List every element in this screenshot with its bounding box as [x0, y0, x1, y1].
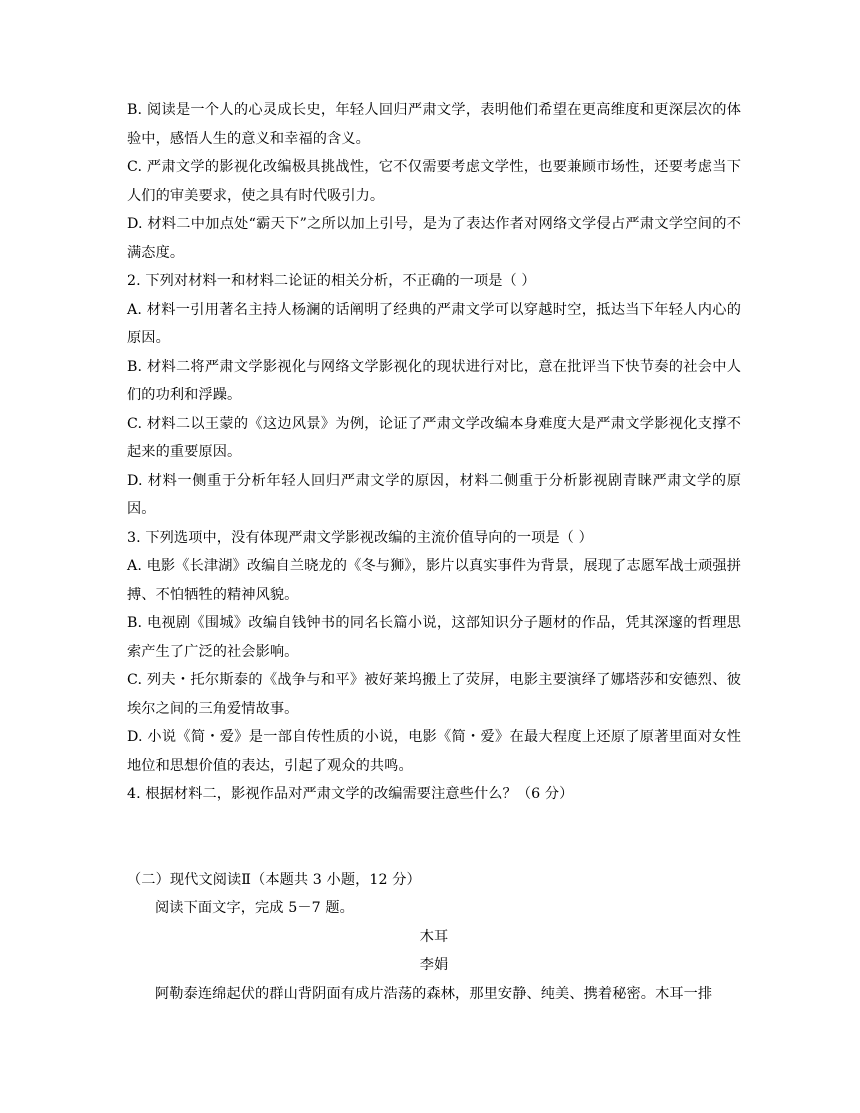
passage-title: 木耳 — [419, 928, 449, 945]
q4-stem: 4. 根据材料二，影视作品对严肃文学的改编需要注意些什么？（6 分） — [127, 786, 574, 802]
q3-option-c: C. 列夫・托尔斯泰的《战争与和平》被好莱坞搬上了荧屏，电影主要演绎了娜塔莎和安德烈、彼埃尔之间的三角爱情故事。 — [127, 672, 741, 717]
q1-option-c: C. 严肃文学的影视化改编极具挑战性，它不仅需要考虑文学性，也要兼顾市场性，还要考虑当下人们的审美要求，使之具有时代吸引力。 — [127, 159, 741, 204]
q3-option-b: B. 电视剧《围城》改编自钱钟书的同名长篇小说，这部知识分子题材的作品，凭其深邃的哲理思索产生了广泛的社会影响。 — [127, 615, 741, 660]
q2-option-b: B. 材料二将严肃文学影视化与网络文学影视化的现状进行对比，意在批评当下快节奏的社会中人们的功利和浮躁。 — [127, 358, 741, 403]
q1-option-b: B. 阅读是一个人的心灵成长史，年轻人回归严肃文学，表明他们希望在更高维度和更深层次的体验中，感悟人生的意义和幸福的含义。 — [127, 102, 741, 147]
section2-instruction: 阅读下面文字，完成 5－7 题。 — [155, 900, 354, 916]
q2-stem: 2. 下列对材料一和材料二论证的相关分析，不正确的一项是（ ） — [127, 273, 536, 289]
passage-first-paragraph: 阿勒泰连绵起伏的群山背阴面有成片浩荡的森林，那里安静、纯美、携着秘密。木耳一排 — [155, 985, 713, 1002]
page-content — [127, 96, 741, 1008]
q3-option-a: A. 电影《长津湖》改编自兰晓龙的《冬与狮》，影片以真实事件为背景，展现了志愿军战士顽强拼搏、不怕牺牲的精神风貌。 — [127, 558, 741, 603]
q3-stem: 3. 下列选项中，没有体现严肃文学影视改编的主流价值导向的一项是（ ） — [127, 529, 593, 546]
section2-heading: （二）现代文阅读Ⅱ（本题共 3 小题，12 分） — [127, 871, 421, 888]
q1-option-d: D. 材料二中加点处“霸天下”之所以加上引号，是为了表达作者对网络文学侵占严肃文学空间的不满态度。 — [127, 216, 741, 261]
q2-option-c: C. 材料二以王蒙的《这边风景》为例，论证了严肃文学改编本身难度大是严肃文学影视化支撑不起来的重要原因。 — [127, 415, 741, 460]
q2-option-d: D. 材料一侧重于分析年轻人回归严肃文学的原因，材料二侧重于分析影视剧青睐严肃文学的原因。 — [127, 472, 741, 517]
q2-option-a: A. 材料一引用著名主持人杨澜的话阐明了经典的严肃文学可以穿越时空，抵达当下年轻人内心的原因。 — [127, 301, 741, 346]
passage-author: 李娟 — [419, 957, 449, 973]
q3-option-d: D. 小说《简・爱》是一部自传性质的小说，电影《简・爱》在最大程度上还原了原著里面对女性地位和思想价值的表达，引起了观众的共鸣。 — [127, 729, 741, 774]
